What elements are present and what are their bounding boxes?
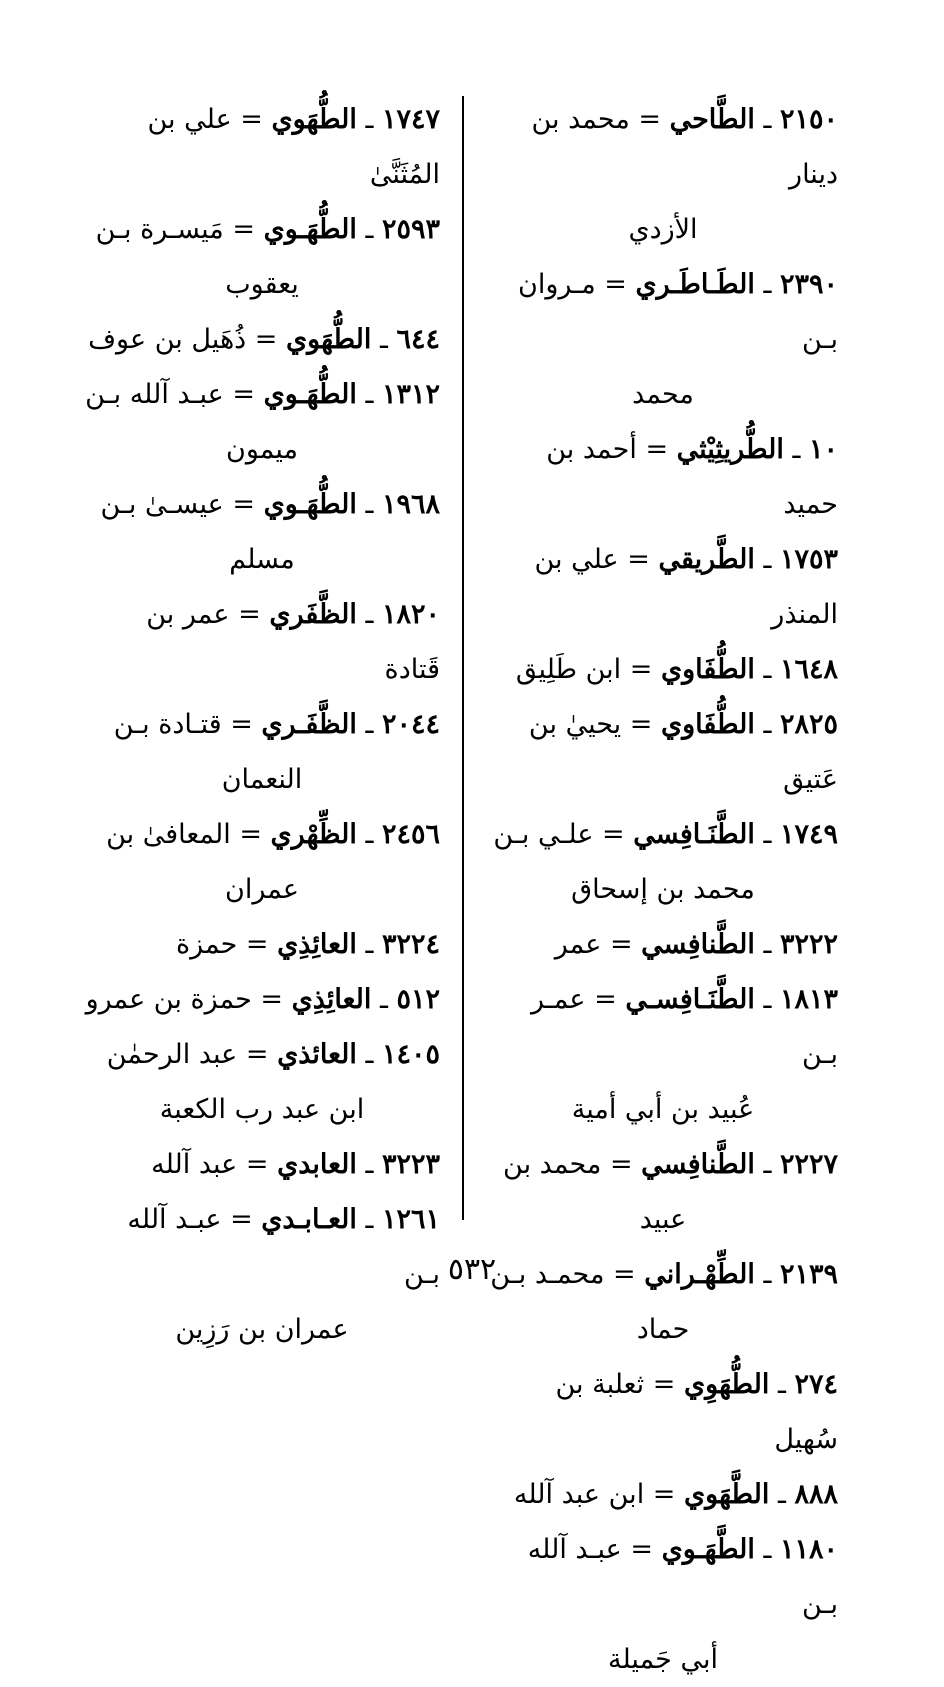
entry-name: محمد بن	[503, 1149, 602, 1180]
entry-number: ١٤٠٥	[381, 1039, 440, 1070]
entry-nisba: الطَّنَـافِسي	[633, 819, 755, 850]
entry-nisba: الطُّهَوي	[286, 324, 372, 355]
entry-number: ٢٤٥٦	[381, 819, 440, 850]
entry-continuation: عُبيد بن أبي أمية	[571, 1094, 755, 1125]
entry-number: ١٦٤٨	[779, 654, 838, 685]
entry-nisba: الطَـاطَـري	[635, 269, 755, 300]
entry-nisba: الظَّفَري	[269, 599, 357, 630]
entry-nisba: الطُّريثِيْثي	[676, 434, 784, 465]
index-entry: ١٦٤٨ ـ الطُّفَاوي = ابن طَلِيق	[515, 654, 838, 685]
entry-nisba: الطُّهَـوي	[263, 379, 357, 410]
entry-name: علي بن المُثَنَّىٰ	[147, 104, 440, 190]
index-entry: ٦٤٤ ـ الطُّهَوي = ذُهَيل بن عوف	[88, 324, 440, 355]
entry-continuation: عمران بن رَزِين	[175, 1314, 349, 1345]
entry-number: ١٢٦١	[381, 1204, 440, 1235]
entry-continuation: النعمان	[221, 764, 303, 795]
entry-name: ابن عبد آلله	[513, 1479, 645, 1510]
entry-name: عبـد آلله بـن	[127, 1204, 440, 1290]
entry-name: مَيسـرة بـن	[95, 214, 224, 245]
index-entry: ٨٨٨ ـ الطَّهَوي = ابن عبد آلله	[513, 1479, 838, 1510]
entry-name: محمـد بـن	[490, 1259, 605, 1290]
entry-nisba: الطَّنافِسي	[641, 929, 755, 960]
entry-name: محمد بن دينار	[531, 104, 838, 190]
entry-continuation: ميمون	[226, 434, 298, 465]
entry-nisba: العائِذِي	[291, 984, 372, 1015]
entry-continuation: عبيد	[639, 1204, 687, 1235]
entry-name: علـي بـن	[493, 819, 594, 850]
index-entry: ١٠ ـ الطُّريثِيْثي = أحمد بن حميد	[546, 434, 838, 520]
entry-name: عبد الرحمٰن	[106, 1039, 238, 1070]
entry-nisba: الطَّنَـافِسـي	[625, 984, 755, 1015]
entry-nisba: الطُّهَوِي	[684, 1369, 770, 1400]
entry-number: ٢١٥٠	[779, 104, 838, 135]
index-entry: ١٩٦٨ ـ الطُّهَـوي = عيسـىٰ بـن مسلم	[84, 477, 440, 587]
index-entry: ١٢٦١ ـ العـابـدي = عبـد آلله بـن عمران بن رَزِين	[84, 1192, 440, 1357]
entry-nisba: الطِّهْـراني	[644, 1259, 755, 1290]
entry-continuation: محمد بن إسحاق	[571, 874, 755, 905]
index-entry: ١٧٤٩ ـ الطَّنَـافِسي = علـي بـن محمد بن إسحاق	[488, 807, 838, 917]
entry-name: يحييٰ بن عَتيق	[528, 709, 838, 795]
index-entry: ٣٢٢٣ ـ العابدي = عبد آلله	[151, 1149, 440, 1180]
entry-number: ٣٢٢٣	[381, 1149, 440, 1180]
entry-name: أحمد بن حميد	[546, 434, 838, 520]
index-entry: ٥١٢ ـ العائِذِي = حمزة بن عمرو	[85, 984, 440, 1015]
entry-continuation: عمران	[225, 874, 299, 905]
entry-name: حمزة بن عمرو	[85, 984, 252, 1015]
entry-number: ٢١٣٩	[779, 1259, 838, 1290]
entry-number: ٢٠٤٤	[381, 709, 440, 740]
entry-continuation: أبي جَميلة	[608, 1644, 718, 1675]
index-entry: ١٨١٣ ـ الطَّنَـافِسـي = عمـر بـن عُبيد بن أبي أمية	[488, 972, 838, 1137]
entry-number: ١٠	[808, 434, 838, 465]
entry-name: ذُهَيل بن عوف	[88, 324, 247, 355]
index-entry: ١٧٥٣ ـ الطَّريقي = علي بن المنذر	[534, 544, 838, 630]
entry-number: ٢٨٢٥	[779, 709, 838, 740]
entry-name: علي بن المنذر	[534, 544, 838, 630]
column-divider	[462, 96, 464, 1220]
entry-nisba: الطَّاحي	[669, 104, 755, 135]
entry-nisba: الطَّريقي	[658, 544, 755, 575]
index-entry: ٢٥٩٣ ـ الطُّهَـوي = مَيسـرة بـن يعقوب	[84, 202, 440, 312]
entry-number: ١١٨٠	[779, 1534, 838, 1565]
entry-name: ابن طَلِيق	[515, 654, 622, 685]
index-entry: ٢٠٤٤ ـ الظَّفَـري = قتـادة بـن النعمان	[84, 697, 440, 807]
entry-name: عبـد آلله بـن	[527, 1534, 838, 1620]
entry-number: ٢٧٤	[794, 1369, 838, 1400]
entry-name: المعافىٰ بن	[106, 819, 231, 850]
entry-nisba: الطُّفَاوي	[660, 709, 755, 740]
entry-nisba: العائذي	[277, 1039, 357, 1070]
index-entry: ٢٣٩٠ ـ الطَـاطَـري = مـروان بـن محمد	[488, 257, 838, 422]
index-entry: ٢٤٥٦ ـ الظِّهْري = المعافىٰ بن عمران	[84, 807, 440, 917]
entry-number: ١٧٤٧	[381, 104, 440, 135]
index-entry: ١٤٠٥ ـ العائذي = عبد الرحمٰن ابن عبد رب الكعبة	[84, 1027, 440, 1137]
index-entry: ١٣١٢ ـ الطُّهَـوي = عبـد آلله بـن ميمون	[84, 367, 440, 477]
entry-number: ١٣١٢	[381, 379, 440, 410]
index-entry: ٢١٣٩ ـ الطِّهْـراني = محمـد بـن حماد	[488, 1247, 838, 1357]
entry-number: ١٨٢٠	[381, 599, 440, 630]
left-column	[84, 92, 440, 1357]
entry-nisba: الطَّهَوي	[684, 1479, 770, 1510]
entry-number: ٣٢٢٤	[381, 929, 440, 960]
index-entry: ٣٢٢٤ ـ العائِذِي = حمزة	[175, 929, 440, 960]
entry-nisba: العابدي	[277, 1149, 357, 1180]
index-entry: ٢١٥٠ ـ الطَّاحي = محمد بن دينار الأزدي	[488, 92, 838, 257]
entry-nisba: الطُّفَاوي	[660, 654, 755, 685]
page-number: ٥٣٢	[447, 1252, 497, 1287]
entry-name: عبد آلله	[151, 1149, 238, 1180]
entry-number: ٦٤٤	[396, 324, 440, 355]
entry-number: ١٨١٣	[779, 984, 838, 1015]
entry-name: قتـادة بـن	[113, 709, 222, 740]
entry-continuation: حماد	[636, 1314, 690, 1345]
index-entry: ١٨٢٠ ـ الظَّفَري = عمر بن قَتادة	[146, 599, 440, 685]
entry-continuation: يعقوب	[225, 269, 299, 300]
entry-nisba: الطَّهَـوي	[661, 1534, 755, 1565]
entry-name: عمر بن قَتادة	[146, 599, 440, 685]
index-entry: ١٧٤٧ ـ الطُّهَوي = علي بن المُثَنَّىٰ	[147, 104, 440, 190]
entry-number: ١٧٤٩	[779, 819, 838, 850]
entry-number: ١٧٥٣	[779, 544, 838, 575]
entry-name: عمر	[554, 929, 602, 960]
index-entry: ٣٢٢٢ ـ الطَّنافِسي = عمر	[554, 929, 838, 960]
entry-continuation: محمد	[632, 379, 694, 410]
entry-number: ٢٣٩٠	[779, 269, 838, 300]
entry-continuation: الأزدي	[628, 214, 698, 245]
index-entry: ١١٨٠ ـ الطَّهَـوي = عبـد آلله بـن أبي جَميلة	[488, 1522, 838, 1687]
entry-nisba: الظِّهْري	[270, 819, 357, 850]
entry-number: ١٩٦٨	[381, 489, 440, 520]
right-column	[488, 92, 838, 1687]
entry-nisba: العائِذِي	[277, 929, 357, 960]
index-entry: ٢٧٤ ـ الطُّهَوِي = ثعلبة بن سُهيل	[555, 1369, 838, 1455]
entry-name: ثعلبة بن سُهيل	[555, 1369, 838, 1455]
entry-nisba: الطُّهَـوي	[263, 489, 357, 520]
entry-nisba: الطُّهَـوي	[263, 214, 357, 245]
entry-nisba: الطُّهَوي	[271, 104, 357, 135]
entry-continuation: مسلم	[229, 544, 295, 575]
index-entry: ٢٨٢٥ ـ الطُّفَاوي = يحييٰ بن عَتيق	[528, 709, 838, 795]
entry-number: ٨٨٨	[794, 1479, 838, 1510]
entry-name: عيسـىٰ بـن	[100, 489, 224, 520]
entry-nisba: الظَّفَـري	[261, 709, 357, 740]
entry-number: ٣٢٢٢	[779, 929, 838, 960]
entry-nisba: العـابـدي	[261, 1204, 357, 1235]
entry-continuation: ابن عبد رب الكعبة	[159, 1094, 365, 1125]
entry-name: حمزة	[175, 929, 238, 960]
entry-number: ٢٥٩٣	[381, 214, 440, 245]
index-entry: ٢٢٢٧ ـ الطَّنافِسي = محمد بن عبيد	[488, 1137, 838, 1247]
entry-number: ٢٢٢٧	[779, 1149, 838, 1180]
entry-name: عبـد آلله بـن	[85, 379, 224, 410]
entry-nisba: الطَّنافِسي	[641, 1149, 755, 1180]
entry-name: مـروان بـن	[518, 269, 838, 355]
entry-name: عمـر بـن	[531, 984, 838, 1070]
entry-number: ٥١٢	[396, 984, 440, 1015]
